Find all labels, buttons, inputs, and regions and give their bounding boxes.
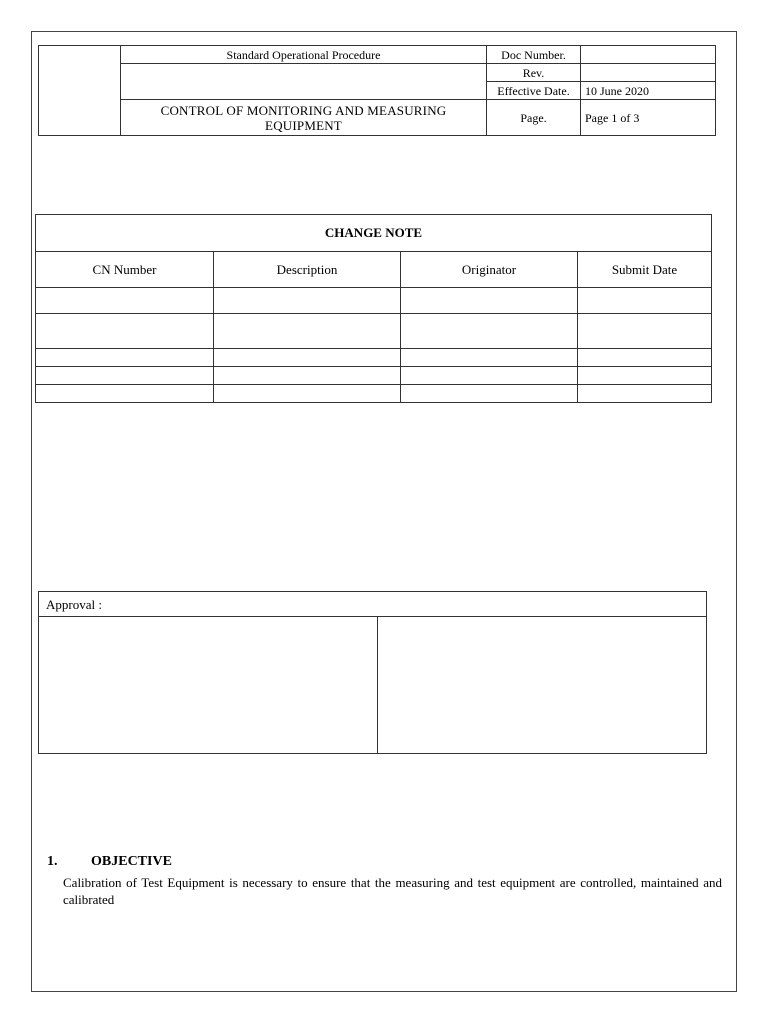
objective-text: Calibration of Test Equipment is necessary to ensure that the measuring and test equipment are controlled, maintained and calibrated xyxy=(63,875,722,907)
column-header-cn-number: CN Number xyxy=(36,252,214,288)
document-title: CONTROL OF MONITORING AND MEASURING EQUIPMENT xyxy=(121,100,487,136)
table-row xyxy=(36,385,712,403)
effective-date-value: 10 June 2020 xyxy=(581,82,716,100)
table-row xyxy=(36,288,712,314)
sop-label: Standard Operational Procedure xyxy=(121,46,487,64)
page-value: Page 1 of 3 xyxy=(581,100,716,136)
approval-signature-left xyxy=(39,617,378,753)
objective-section xyxy=(47,854,722,908)
change-note-table xyxy=(35,214,712,403)
doc-number-value xyxy=(581,46,716,64)
approval-label: Approval : xyxy=(39,592,706,617)
page-border xyxy=(31,31,737,992)
change-note-title: CHANGE NOTE xyxy=(36,215,712,252)
table-row xyxy=(36,349,712,367)
section-number: 1. xyxy=(47,854,58,869)
approval-box xyxy=(38,591,707,754)
section-heading: OBJECTIVE xyxy=(91,854,172,869)
table-row xyxy=(36,314,712,349)
column-header-description: Description xyxy=(214,252,401,288)
rev-value xyxy=(581,64,716,82)
approval-signature-right xyxy=(378,617,706,753)
table-row xyxy=(36,367,712,385)
document-header-table xyxy=(38,45,716,136)
rev-label: Rev. xyxy=(487,64,581,82)
doc-number-label: Doc Number. xyxy=(487,46,581,64)
effective-date-label: Effective Date. xyxy=(487,82,581,100)
column-header-submit-date: Submit Date xyxy=(578,252,712,288)
column-header-originator: Originator xyxy=(401,252,578,288)
page-label: Page. xyxy=(487,100,581,136)
header-blank-cell xyxy=(121,64,487,100)
logo-cell xyxy=(39,46,121,136)
